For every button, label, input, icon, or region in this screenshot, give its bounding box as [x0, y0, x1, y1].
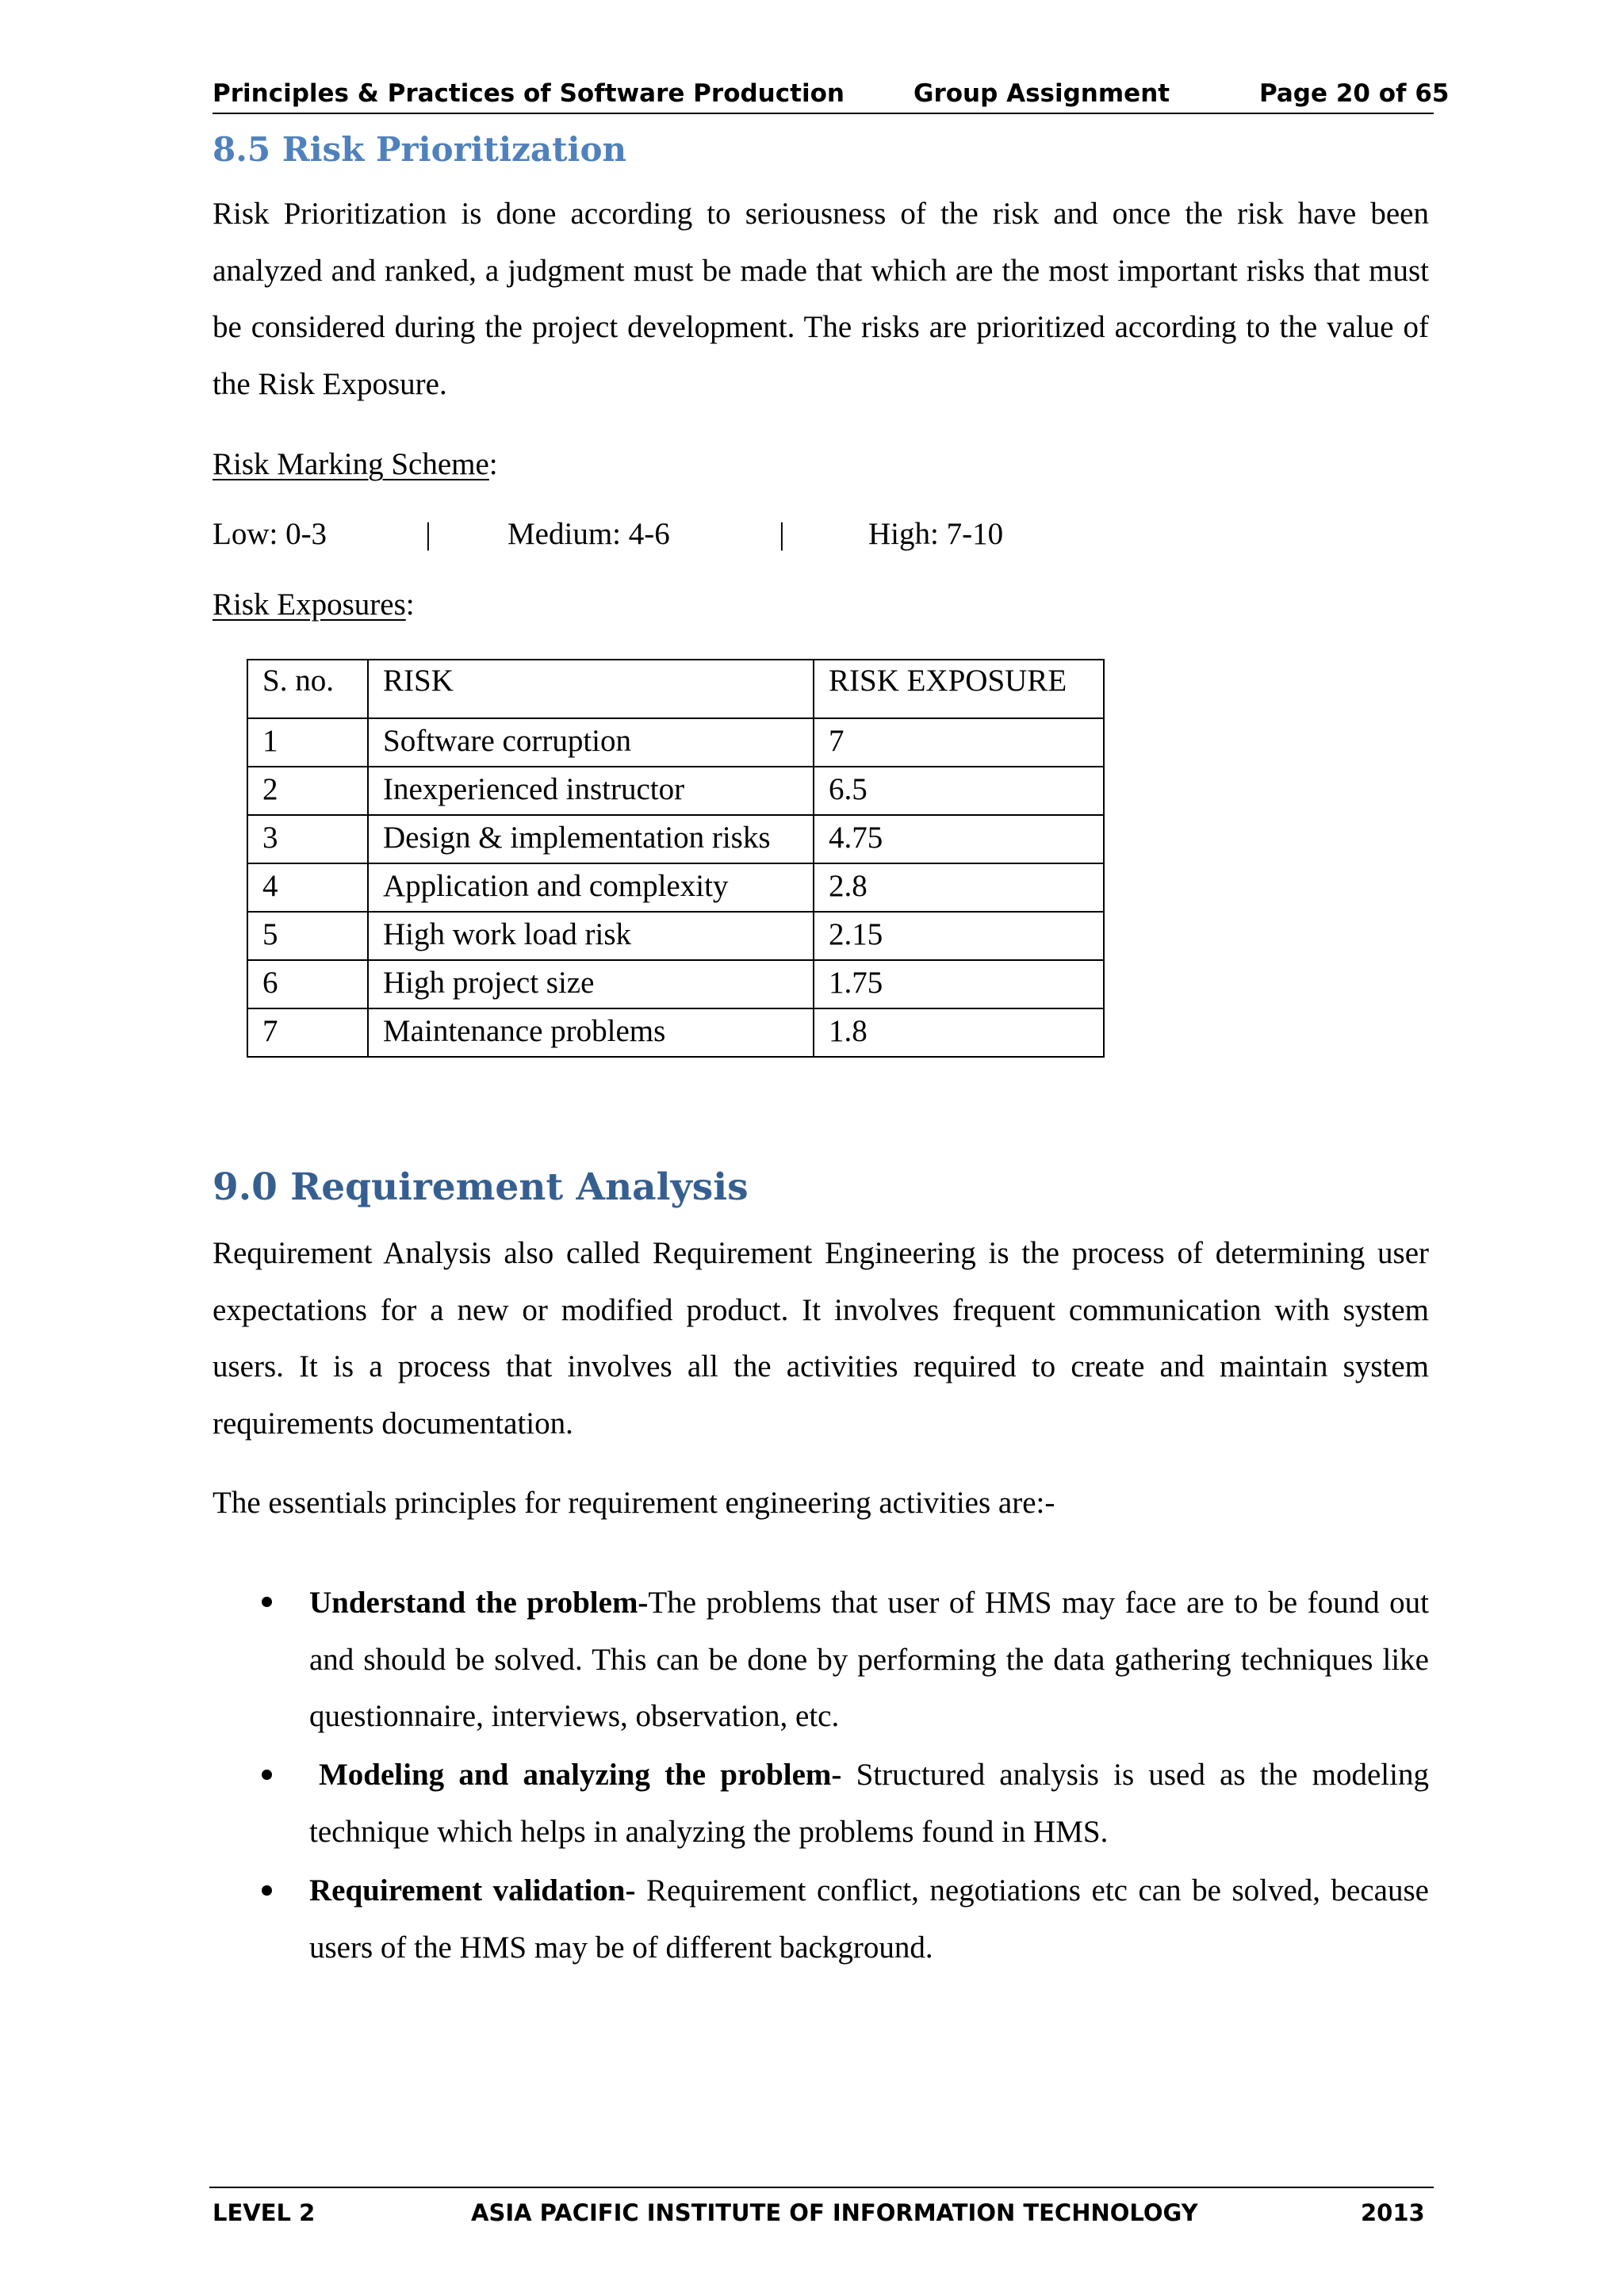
- cell-risk: Application and complexity: [368, 863, 814, 912]
- cell-sno: 4: [247, 863, 368, 912]
- bullet-term: Modeling and analyzing the problem-: [319, 1758, 842, 1792]
- bullet-term: Understand the problem-: [309, 1586, 649, 1620]
- header-risk-exposure: RISK EXPOSURE: [814, 660, 1104, 718]
- table-row: [247, 912, 1104, 960]
- cell-risk: Inexperienced instructor: [368, 767, 814, 815]
- risk-prioritization-paragraph: Risk Prioritization is done according to seriousness of the risk and once the risk have been analyzed and ranked, a judgment must be made that which are the most important risks that must be considered during the project development. The risks are prioritized according to the value of the Risk Exposure.: [213, 197, 1429, 401]
- table-row: [247, 767, 1104, 815]
- cell-risk: Design & implementation risks: [368, 815, 814, 863]
- table-header-row: [247, 660, 1104, 718]
- footer-institute: ASIA PACIFIC INSTITUTE OF INFORMATION TECHNOLOGY: [471, 2199, 1198, 2226]
- cell-exposure: 2.8: [814, 863, 1104, 912]
- cell-exposure: 2.15: [814, 912, 1104, 960]
- table-row: [247, 815, 1104, 863]
- page-header: [213, 78, 1450, 114]
- table-row: [247, 1008, 1104, 1057]
- cell-sno: 1: [247, 718, 368, 767]
- table-row: [247, 960, 1104, 1008]
- cell-sno: 7: [247, 1008, 368, 1057]
- bullet-text: The problems that user of HMS may face are to be found out and should be solved. This can be done by performing the data gathering techniques like questionnaire, interviews, observation, etc.: [309, 1586, 1429, 1733]
- footer-level: LEVEL 2: [213, 2199, 316, 2226]
- bullet-understand-problem: [309, 1575, 1429, 1745]
- risk-exposures-text: Risk Exposures: [213, 587, 406, 622]
- header-sno: S. no.: [247, 660, 368, 718]
- page-footer: [209, 2187, 1434, 2228]
- footer-year: 2013: [1361, 2199, 1425, 2226]
- scheme-medium: Medium: 4-6: [508, 517, 670, 551]
- table-row: [247, 718, 1104, 767]
- scheme-separator: |: [779, 517, 785, 551]
- cell-exposure: 7: [814, 718, 1104, 767]
- bullet-text: Structured analysis is used as the modeling technique which helps in analyzing the problems found in HMS.: [309, 1758, 1429, 1849]
- bullet-icon: [262, 1597, 272, 1607]
- bullet-text: Requirement conflict, negotiations etc can be solved, because users of the HMS may be of different background.: [309, 1873, 1429, 1965]
- header-course: Principles & Practices of Software Production: [213, 79, 845, 108]
- requirement-analysis-paragraph: Requirement Analysis also called Requirement Engineering is the process of determining user expectations for a new or modified product. It involves frequent communication with system users. It is a process that involves all the activities required to create and maintain system requirements documentation.: [213, 1236, 1429, 1441]
- scheme-high: High: 7-10: [868, 517, 1004, 551]
- cell-sno: 5: [247, 912, 368, 960]
- bullet-icon: [262, 1770, 272, 1780]
- cell-risk: Maintenance problems: [368, 1008, 814, 1057]
- table-row: [247, 863, 1104, 912]
- cell-risk: High work load risk: [368, 912, 814, 960]
- header-risk: RISK: [368, 660, 814, 718]
- colon: :: [488, 447, 498, 481]
- bullet-icon: [262, 1885, 272, 1896]
- principles-intro: The essentials principles for requirement engineering activities are:-: [213, 1486, 1055, 1520]
- risk-exposure-table: [247, 659, 1105, 1058]
- cell-risk: High project size: [368, 960, 814, 1008]
- cell-risk: Software corruption: [368, 718, 814, 767]
- bullet-requirement-validation: [309, 1862, 1429, 1976]
- cell-exposure: 4.75: [814, 815, 1104, 863]
- risk-exposures-label: [213, 587, 415, 622]
- cell-exposure: 6.5: [814, 767, 1104, 815]
- scheme-low: Low: 0-3: [213, 517, 327, 551]
- risk-marking-scheme-label: [213, 446, 498, 482]
- cell-sno: 3: [247, 815, 368, 863]
- risk-marking-scheme-text: Risk Marking Scheme: [213, 447, 489, 481]
- header-page-number: Page 20 of 65: [1259, 79, 1450, 108]
- header-assignment: Group Assignment: [914, 79, 1170, 108]
- cell-sno: 2: [247, 767, 368, 815]
- section-heading-risk-prioritization: 8.5 Risk Prioritization: [213, 130, 627, 169]
- bullet-modeling-problem: [309, 1747, 1429, 1860]
- scheme-separator: |: [425, 517, 431, 551]
- colon: :: [405, 587, 415, 622]
- cell-exposure: 1.75: [814, 960, 1104, 1008]
- cell-sno: 6: [247, 960, 368, 1008]
- bullet-term: Requirement validation-: [309, 1873, 636, 1908]
- cell-exposure: 1.8: [814, 1008, 1104, 1057]
- section-heading-requirement-analysis: 9.0 Requirement Analysis: [213, 1165, 749, 1209]
